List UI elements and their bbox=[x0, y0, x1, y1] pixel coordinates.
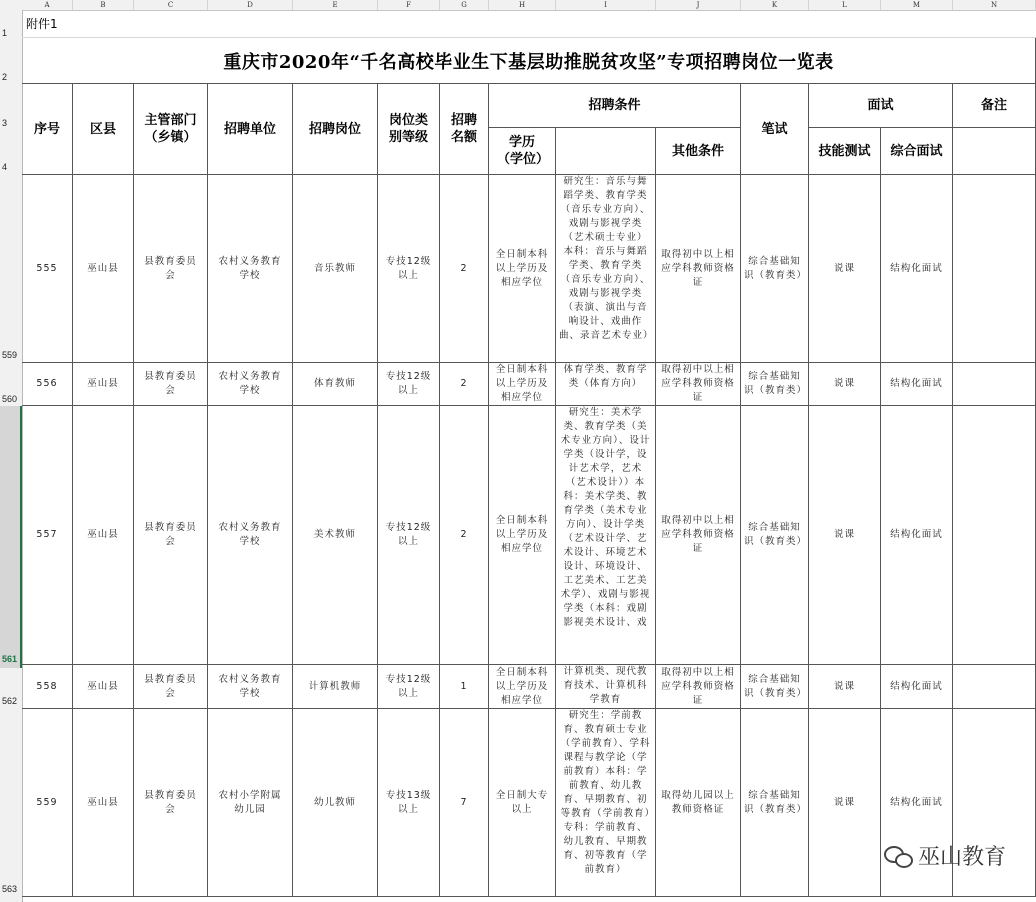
sheet-title-cell[interactable] bbox=[22, 38, 1036, 84]
row-556-dept[interactable]: 县教育委员会 bbox=[134, 363, 208, 406]
row-header-bar bbox=[0, 10, 23, 902]
column-header-h[interactable]: H bbox=[489, 0, 556, 10]
column-header-n[interactable]: N bbox=[953, 0, 1036, 10]
row-557-other[interactable]: 取得初中以上相应学科教师资格证 bbox=[656, 406, 741, 665]
row-555-dept[interactable]: 县教育委员会 bbox=[134, 175, 208, 363]
header-remarks-sub[interactable] bbox=[953, 128, 1036, 175]
row-559-written[interactable]: 综合基础知识（教育类） bbox=[741, 709, 809, 897]
row-559-grade[interactable]: 专技13级以上 bbox=[378, 709, 440, 897]
row-555-quota[interactable]: 2 bbox=[440, 175, 489, 363]
row-557-remarks[interactable] bbox=[953, 406, 1036, 665]
row-558-seq[interactable]: 558 bbox=[22, 665, 73, 709]
column-header-k[interactable]: K bbox=[741, 0, 809, 10]
row-557-comprehensive[interactable]: 结构化面试 bbox=[881, 406, 953, 665]
row-559-other[interactable]: 取得幼儿园以上教师资格证 bbox=[656, 709, 741, 897]
row-556-grade[interactable]: 专技12级以上 bbox=[378, 363, 440, 406]
row-559-comprehensive[interactable]: 结构化面试 bbox=[881, 709, 953, 897]
row-559-district[interactable]: 巫山县 bbox=[73, 709, 134, 897]
row-556-other[interactable]: 取得初中以上相应学科教师资格证 bbox=[656, 363, 741, 406]
column-header-e[interactable]: E bbox=[293, 0, 378, 10]
row-556-district[interactable]: 巫山县 bbox=[73, 363, 134, 406]
row-556-unit[interactable]: 农村义务教育学校 bbox=[208, 363, 293, 406]
row-558-other[interactable]: 取得初中以上相应学科教师资格证 bbox=[656, 665, 741, 709]
row-555-position[interactable]: 音乐教师 bbox=[293, 175, 378, 363]
row-555-skill[interactable]: 说课 bbox=[809, 175, 881, 363]
row-555-education[interactable]: 全日制本科以上学历及相应学位 bbox=[489, 175, 556, 363]
header-other[interactable]: 其他条件 bbox=[656, 128, 741, 175]
row-558-quota[interactable]: 1 bbox=[440, 665, 489, 709]
row-558-dept[interactable]: 县教育委员会 bbox=[134, 665, 208, 709]
spreadsheet-grid bbox=[22, 10, 1036, 902]
header-skill-test[interactable]: 技能测试 bbox=[809, 128, 881, 175]
row-559-dept[interactable]: 县教育委员会 bbox=[134, 709, 208, 897]
row-556-remarks[interactable] bbox=[953, 363, 1036, 406]
row-header-3[interactable]: 3 bbox=[2, 118, 8, 128]
row-557-dept[interactable]: 县教育委员会 bbox=[134, 406, 208, 665]
header-comprehensive[interactable]: 综合面试 bbox=[881, 128, 953, 175]
row-558-grade[interactable]: 专技12级以上 bbox=[378, 665, 440, 709]
row-555-other[interactable]: 取得初中以上相应学科教师资格证 bbox=[656, 175, 741, 363]
row-558-comprehensive[interactable]: 结构化面试 bbox=[881, 665, 953, 709]
row-header-2[interactable]: 2 bbox=[2, 72, 8, 82]
row-558-skill[interactable]: 说课 bbox=[809, 665, 881, 709]
row-559-skill[interactable]: 说课 bbox=[809, 709, 881, 897]
row-555-seq[interactable]: 555 bbox=[22, 175, 73, 363]
row-555-comprehensive[interactable]: 结构化面试 bbox=[881, 175, 953, 363]
row-header-560[interactable]: 560 bbox=[2, 394, 18, 404]
row-header-562[interactable]: 562 bbox=[2, 696, 18, 706]
row-555-grade[interactable]: 专技12级以上 bbox=[378, 175, 440, 363]
row-555-written[interactable]: 综合基础知识（教育类） bbox=[741, 175, 809, 363]
row-556-position[interactable]: 体育教师 bbox=[293, 363, 378, 406]
row-556-written[interactable]: 综合基础知识（教育类） bbox=[741, 363, 809, 406]
wechat-icon bbox=[884, 844, 912, 868]
row-558-remarks[interactable] bbox=[953, 665, 1036, 709]
header-remarks[interactable]: 备注 bbox=[953, 84, 1036, 128]
row-header-561[interactable]: 561 bbox=[2, 654, 18, 664]
row-559-unit[interactable]: 农村小学附属幼儿园 bbox=[208, 709, 293, 897]
sheet-title: 重庆市2020年“千名高校毕业生下基层助推脱贫攻坚”专项招聘岗位一览表 bbox=[223, 51, 834, 73]
header-grade[interactable]: 岗位类别等级 bbox=[378, 84, 440, 175]
header-conditions[interactable]: 招聘条件 bbox=[489, 84, 741, 128]
row-header-1[interactable]: 1 bbox=[2, 28, 8, 38]
row-557-unit[interactable]: 农村义务教育学校 bbox=[208, 406, 293, 665]
row-556-major[interactable]: 体育学类、教育学类（体育方向） bbox=[556, 363, 656, 406]
header-position[interactable]: 招聘岗位 bbox=[293, 84, 378, 175]
column-header-m[interactable]: M bbox=[881, 0, 953, 10]
row-557-skill[interactable]: 说课 bbox=[809, 406, 881, 665]
header-seq[interactable]: 序号 bbox=[22, 84, 73, 175]
row-559-quota[interactable]: 7 bbox=[440, 709, 489, 897]
row-558-district[interactable]: 巫山县 bbox=[73, 665, 134, 709]
column-header-c[interactable]: C bbox=[134, 0, 208, 10]
column-header-a[interactable]: A bbox=[22, 0, 73, 10]
header-written[interactable]: 笔试 bbox=[741, 84, 809, 175]
header-interview[interactable]: 面试 bbox=[809, 84, 953, 128]
row-555-district[interactable]: 巫山县 bbox=[73, 175, 134, 363]
row-555-remarks[interactable] bbox=[953, 175, 1036, 363]
row-557-major[interactable]: 研究生：美术学类、教育学类（美术专业方向）、设计学类（设计学，设计艺术学，艺术（艺术设计））本科：美术学类、教育学类（美术专业方向）、设计学类（艺术设计学、艺术设计、环境艺术设计、环境设计、工艺美术、工艺美术学）、戏剧与影视学类（本科：戏剧影视美术设计、戏 bbox=[556, 406, 656, 665]
row-557-grade[interactable]: 专技12级以上 bbox=[378, 406, 440, 665]
row-557-position[interactable]: 美术教师 bbox=[293, 406, 378, 665]
header-quota[interactable]: 招聘名额 bbox=[440, 84, 489, 175]
row-557-quota[interactable]: 2 bbox=[440, 406, 489, 665]
row-558-major[interactable]: 计算机类、现代教育技术、计算机科学教育 bbox=[556, 665, 656, 709]
row-559-major[interactable]: 研究生：学前教育、教育硕士专业（学前教育）、学科课程与教学论（学前教育）本科：学前教育、幼儿教育、早期教育、初等教育（学前教育）专科：学前教育、幼儿教育、早期教育、初等教育（学前教育） bbox=[556, 709, 656, 897]
column-header-i[interactable]: I bbox=[556, 0, 656, 10]
row-558-position[interactable]: 计算机教师 bbox=[293, 665, 378, 709]
watermark-text: 巫山教育 bbox=[917, 845, 1006, 870]
row-558-written[interactable]: 综合基础知识（教育类） bbox=[741, 665, 809, 709]
row-556-skill[interactable]: 说课 bbox=[809, 363, 881, 406]
column-header-d[interactable]: D bbox=[208, 0, 293, 10]
row-556-comprehensive[interactable]: 结构化面试 bbox=[881, 363, 953, 406]
row-557-education[interactable]: 全日制本科以上学历及相应学位 bbox=[489, 406, 556, 665]
header-district[interactable]: 区县 bbox=[73, 84, 134, 175]
row-558-education[interactable]: 全日制本科以上学历及相应学位 bbox=[489, 665, 556, 709]
row-559-seq[interactable]: 559 bbox=[22, 709, 73, 897]
row-header-563[interactable]: 563 bbox=[2, 884, 18, 894]
row-559-education[interactable]: 全日制大专以上 bbox=[489, 709, 556, 897]
row-557-written[interactable]: 综合基础知识（教育类） bbox=[741, 406, 809, 665]
header-education[interactable]: 学历（学位） bbox=[489, 128, 556, 175]
row-556-seq[interactable]: 556 bbox=[22, 363, 73, 406]
row-557-district[interactable]: 巫山县 bbox=[73, 406, 134, 665]
row-558-unit[interactable]: 农村义务教育学校 bbox=[208, 665, 293, 709]
column-header-g[interactable]: G bbox=[440, 0, 489, 10]
column-header-l[interactable]: L bbox=[809, 0, 881, 10]
wechat-watermark bbox=[884, 840, 1006, 871]
header-unit[interactable]: 招聘单位 bbox=[208, 84, 293, 175]
header-major[interactable] bbox=[556, 128, 656, 175]
annex-label: 附件1 bbox=[26, 17, 58, 31]
header-dept[interactable]: 主管部门（乡镇） bbox=[134, 84, 208, 175]
row-header-559[interactable]: 559 bbox=[2, 350, 18, 360]
row-556-quota[interactable]: 2 bbox=[440, 363, 489, 406]
row-header-selected bbox=[0, 406, 22, 668]
row-555-major[interactable]: 研究生：音乐与舞蹈学类、教育学类（音乐专业方向）、戏剧与影视学类（艺术硕士专业）本科：音乐与舞蹈学类、教育学类（音乐专业方向）、戏剧与影视学类（表演、演出与音响设计、戏曲作曲、录音艺术专业） bbox=[556, 175, 656, 363]
row-556-education[interactable]: 全日制本科以上学历及相应学位 bbox=[489, 363, 556, 406]
column-header-j[interactable]: J bbox=[656, 0, 741, 10]
row-header-4[interactable]: 4 bbox=[2, 162, 8, 172]
row-559-position[interactable]: 幼儿教师 bbox=[293, 709, 378, 897]
row-557-seq[interactable]: 557 bbox=[22, 406, 73, 665]
annex-label-cell[interactable] bbox=[22, 10, 1036, 38]
column-header-f[interactable]: F bbox=[378, 0, 440, 10]
row-555-unit[interactable]: 农村义务教育学校 bbox=[208, 175, 293, 363]
column-header-b[interactable]: B bbox=[73, 0, 134, 10]
